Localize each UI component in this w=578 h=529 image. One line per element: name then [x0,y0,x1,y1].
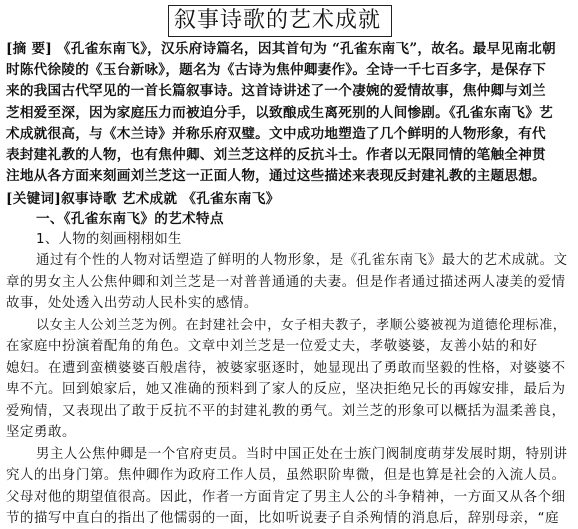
body-line: 通过有个性的人物对话塑造了鲜明的人物形象，是《孔雀东南飞》最大的艺术成就。文 [36,253,568,268]
document-title: 叙事诗歌的艺术成就 [174,8,382,33]
body-line: 父母对他的期望值很高。因此，作者一方面肯定了男主人公的斗争精神，一方面又从各个细 [6,489,566,505]
section-heading: 一、《孔雀东南飞》的艺术特点 [36,211,224,227]
body-line: 章的男女主人公焦仲卿和刘兰芝是一对普普通通的夫妻。但是作者通过描述两人凄美的爱情 [6,274,566,290]
body-line: 爱殉情，又表现出了敢于反抗不平的封建礼教的勇气。刘兰芝的形象可以概括为温柔善良， [6,403,566,419]
subheading: 1、人物的刻画栩栩如生 [36,232,182,247]
abstract-line: 来的我国古代罕见的一首长篇叙事诗。这首诗讲述了一个凄婉的爱情故事，焦仲卿与刘兰 [6,83,546,100]
abstract-line: 时陈代徐陵的《玉台新咏》，题名为《古诗为焦仲卿妻作》。全诗一千七百多字，是保存下 [6,62,547,79]
keywords-line: [关键词]叙事诗歌 艺术成就 《孔雀东南飞》 [6,191,280,207]
body-line: 究人的出身门第。焦仲卿作为政府工作人员，虽然职阶卑微，但是也算是社会的入流人员。 [6,468,566,483]
body-line: 节的描写中直白的指出了他懦弱的一面，比如听说妻子自杀殉情的消息后，辞别母亲，“庭 [6,511,560,526]
abstract-line: 表封建礼教的人物，也有焦仲卿、刘兰芝这样的反抗斗士。作者以无限同情的笔触全神贯 [6,147,546,163]
body-line: 媳妇。在遭到蛮横婆婆百般虐待，被婆家驱逐时，她显现出了勇敢而坚毅的性格，对婆婆不 [6,360,566,376]
abstract-line: 术成就很高，与《木兰诗》并称乐府双璧。文中成功地塑造了几个鲜明的人物形象，有代 [6,125,546,142]
body-line: 坚定勇敢。 [6,425,76,440]
abstract-line: 注地从各方面来刻画刘兰芝这一正面人物，通过这些描述来表现反封建礼教的主题思想。 [6,168,546,185]
abstract-line: 芝相爱至深，因为家庭压力而被迫分手，以致酿成生离死别的人间惨剧。《孔雀东南飞》艺 [6,104,553,121]
body-line: 故事，处处透入出劳动人民朴实的感情。 [6,296,258,311]
body-line: 在家庭中扮演着配角的角色。文章中刘兰芝是一位爱丈夫，孝敬婆婆，友善小姑的和好 [6,339,538,354]
body-line: 卑不亢。回到娘家后，她又准确的预料到了家人的反应，坚决拒绝兄长的再嫁安排，最后为 [6,382,566,397]
body-line: 男主人公焦仲卿是一个官府吏员。当时中国正处在士族门阀制度萌芽发展时期，特别讲 [36,446,568,462]
body-line: 以女主人公刘兰芝为例。在封建社会中，女子相夫教子，孝顺公婆被视为道德伦理标准， [36,317,567,333]
abstract-line: [摘 要] 《孔雀东南飞》，汉乐府诗篇名，因其首句为 “孔雀东南飞”，故名。最早见南北朝 [6,41,556,57]
